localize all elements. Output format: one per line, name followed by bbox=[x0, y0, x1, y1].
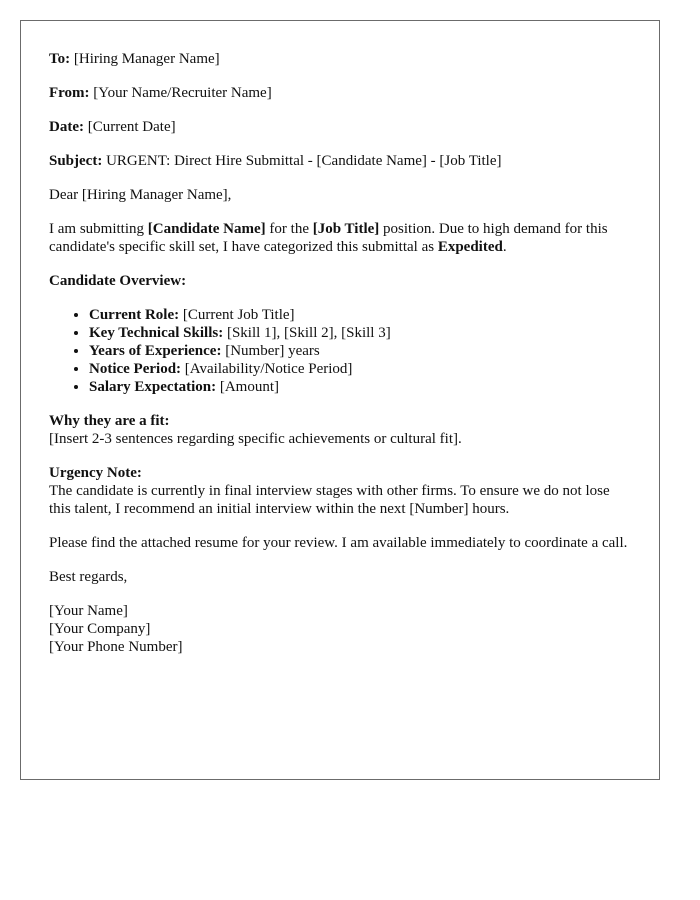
overview-label: Current Role: bbox=[89, 307, 180, 323]
subject-label: Subject: bbox=[49, 153, 103, 169]
overview-label: Notice Period: bbox=[89, 361, 182, 377]
list-item bbox=[89, 342, 631, 360]
to-value: [Hiring Manager Name] bbox=[70, 51, 220, 67]
urgency-section bbox=[49, 464, 631, 518]
from-label: From: bbox=[49, 85, 90, 101]
intro-text-1: I am submitting bbox=[49, 221, 148, 237]
letter-container bbox=[20, 20, 660, 780]
overview-label: Salary Expectation: bbox=[89, 379, 217, 395]
urgency-text: The candidate is currently in final interview stages with other firms. To ensure we do not lose this talent, I recommend an initial interview within the next [Number] hours. bbox=[49, 483, 610, 517]
subject-value: URGENT: Direct Hire Submittal - [Candidate Name] - [Job Title] bbox=[102, 153, 502, 169]
overview-heading bbox=[49, 272, 631, 290]
list-item bbox=[89, 324, 631, 342]
from-line bbox=[49, 84, 631, 102]
overview-heading-text: Candidate Overview: bbox=[49, 273, 187, 289]
fit-heading-text: Why they are a fit: bbox=[49, 413, 170, 429]
fit-heading bbox=[49, 412, 631, 430]
signature-company: [Your Company] bbox=[49, 621, 151, 637]
overview-value: [Amount] bbox=[216, 379, 279, 395]
intro-status: Expedited bbox=[437, 239, 503, 255]
date-label: Date: bbox=[49, 119, 84, 135]
to-label: To: bbox=[49, 51, 71, 67]
greeting: Dear [Hiring Manager Name], bbox=[49, 187, 232, 203]
to-line bbox=[49, 50, 631, 68]
signoff: Best regards, bbox=[49, 569, 128, 585]
list-item bbox=[89, 360, 631, 378]
signature-block bbox=[49, 602, 631, 656]
date-value: [Current Date] bbox=[83, 119, 176, 135]
overview-value: [Availability/Notice Period] bbox=[181, 361, 353, 377]
intro-text-3: position. Due to high demand for this candidate's specific skill set, I have categorized this submittal as bbox=[49, 221, 608, 255]
overview-label: Key Technical Skills: bbox=[89, 325, 224, 341]
signature-phone: [Your Phone Number] bbox=[49, 639, 183, 655]
overview-value: [Number] years bbox=[221, 343, 320, 359]
overview-value: [Current Job Title] bbox=[179, 307, 295, 323]
subject-line bbox=[49, 152, 631, 170]
fit-text: [Insert 2-3 sentences regarding specific achievements or cultural fit]. bbox=[49, 431, 462, 447]
urgency-heading bbox=[49, 464, 631, 482]
intro-candidate-name: [Candidate Name] bbox=[147, 221, 266, 237]
fit-section bbox=[49, 412, 631, 448]
overview-label: Years of Experience: bbox=[89, 343, 222, 359]
list-item bbox=[89, 378, 631, 396]
from-value: [Your Name/Recruiter Name] bbox=[89, 85, 272, 101]
closing-paragraph: Please find the attached resume for your review. I am available immediately to coordinate a call. bbox=[49, 535, 628, 551]
urgency-heading-text: Urgency Note: bbox=[49, 465, 142, 481]
overview-value: [Skill 1], [Skill 2], [Skill 3] bbox=[223, 325, 391, 341]
intro-paragraph bbox=[49, 220, 631, 256]
list-item bbox=[89, 306, 631, 324]
intro-job-title: [Job Title] bbox=[312, 221, 380, 237]
date-line bbox=[49, 118, 631, 136]
signature-name: [Your Name] bbox=[49, 603, 128, 619]
intro-text-4: . bbox=[502, 239, 507, 255]
overview-list bbox=[49, 306, 631, 396]
intro-text-2: for the bbox=[265, 221, 313, 237]
